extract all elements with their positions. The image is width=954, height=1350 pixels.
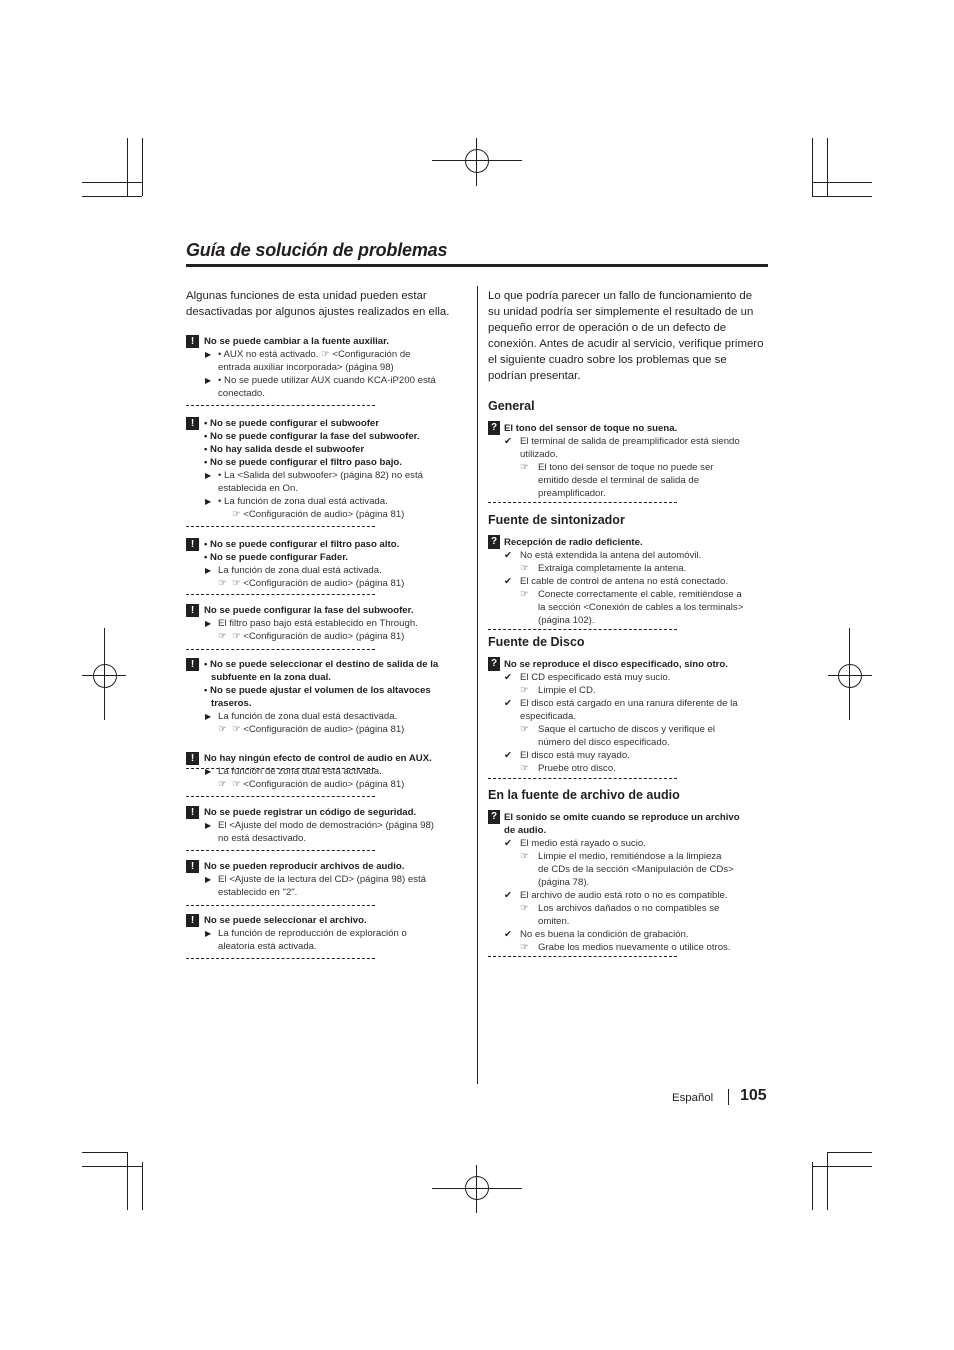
section-title: General	[488, 399, 535, 413]
problem-heading: No se puede cambiar a la fuente auxiliar.	[204, 336, 390, 347]
problem-line: aleatoria está activada.	[218, 941, 317, 952]
problem-heading: Recepción de radio deficiente.	[504, 537, 643, 548]
problem-line: Extraiga completamente la antena.	[538, 563, 687, 574]
section-title: Fuente de sintonizador	[488, 513, 625, 527]
dashed-separator	[186, 958, 375, 959]
problem-line: La función de zona dual está activada.	[218, 766, 382, 777]
page-title: Guía de solución de problemas	[186, 240, 448, 260]
intro-left: Algunas funciones de esta unidad pueden estar desactivadas por algunos ajustes realizados en ella.	[186, 290, 450, 318]
column-divider	[477, 286, 478, 1084]
title-rule	[186, 264, 768, 267]
arrow-right-icon: ▶	[205, 712, 212, 721]
check-icon: ✔	[504, 672, 513, 683]
problem-line: • No se puede utilizar AUX cuando KCA-iP200 está	[218, 375, 436, 386]
arrow-right-icon: ▶	[205, 767, 212, 776]
check-icon: ✔	[504, 436, 513, 447]
check-icon: ✔	[504, 929, 513, 940]
problem-line: El filtro paso bajo está establecido en Through.	[218, 618, 418, 629]
exclamation-icon: !	[186, 860, 199, 873]
problem-heading: No se pueden reproducir archivos de audio.	[204, 861, 405, 872]
reference-hand-icon: ☞	[520, 462, 529, 473]
problem-line: establecido en "2".	[218, 887, 298, 898]
problem-heading: El tono del sensor de toque no suena.	[504, 423, 678, 434]
problem-heading: El sonido se omite cuando se reproduce un archivo	[504, 812, 740, 823]
problem-line: No es buena la condición de grabación.	[520, 929, 689, 940]
problem-heading: No se puede configurar la fase del subwoofer.	[204, 605, 414, 616]
reference-hand-icon: ☞	[520, 942, 529, 953]
dashed-separator	[186, 405, 375, 406]
problem-line: ☞ <Configuración de audio> (página 81)	[232, 509, 405, 520]
problem-line: ☞ <Configuración de audio> (página 81)	[232, 724, 405, 735]
problem-line: Limpie el medio, remitiéndose a la limpieza	[538, 851, 722, 862]
section-title: Fuente de Disco	[488, 635, 585, 649]
exclamation-icon: !	[186, 914, 199, 927]
dashed-separator	[186, 905, 375, 906]
dashed-separator	[488, 502, 677, 503]
problem-line: El disco está cargado en una ranura diferente de la	[520, 698, 738, 709]
reference-hand-icon: ☞	[520, 763, 529, 774]
footer-divider	[728, 1089, 729, 1105]
dashed-separator	[186, 850, 375, 851]
problem-line: especificada.	[520, 711, 576, 722]
problem-line: La función de reproducción de exploración o	[218, 928, 407, 939]
problem-heading: subfuente en la zona dual.	[211, 672, 331, 683]
dashed-separator	[488, 629, 677, 630]
dashed-separator	[488, 778, 677, 779]
page-number: 105	[740, 1087, 767, 1104]
reference-hand-icon: ☞	[218, 578, 227, 589]
problem-heading: • No hay salida desde el subwoofer	[204, 444, 365, 455]
problem-line: establecida en On.	[218, 483, 299, 494]
problem-heading: de audio.	[504, 825, 547, 836]
arrow-right-icon: ▶	[205, 376, 212, 385]
problem-heading: No se puede seleccionar el archivo.	[204, 915, 367, 926]
problem-line: Saque el cartucho de discos y verifique el	[538, 724, 716, 735]
exclamation-icon: !	[186, 538, 199, 551]
footer-language: Español	[672, 1092, 714, 1104]
problem-line: (página 78).	[538, 877, 590, 888]
arrow-right-icon: ▶	[205, 929, 212, 938]
reference-hand-icon: ☞	[520, 589, 529, 600]
dashed-separator	[186, 526, 375, 527]
problem-line: omiten.	[538, 916, 570, 927]
exclamation-icon: !	[186, 752, 199, 765]
problem-line: Pruebe otro disco.	[538, 763, 616, 774]
dashed-separator	[488, 956, 677, 957]
problem-line: la sección <Conexión de cables a los terminals>	[538, 602, 744, 613]
exclamation-icon: !	[186, 335, 199, 348]
problem-heading: No se puede registrar un código de seguridad.	[204, 807, 417, 818]
reference-hand-icon: ☞	[520, 563, 529, 574]
problem-line: El disco está muy rayado.	[520, 750, 630, 761]
reference-hand-icon: ☞	[218, 724, 227, 735]
question-icon: ?	[488, 421, 500, 435]
problem-heading: • No se puede configurar la fase del subwoofer.	[204, 431, 420, 442]
reference-hand-icon: ☞	[520, 851, 529, 862]
check-icon: ✔	[504, 698, 513, 709]
problem-line: Los archivos dañados o no compatibles se	[538, 903, 720, 914]
problem-heading: No se reproduce el disco especificado, sino otro.	[504, 659, 728, 670]
problem-line: conectado.	[218, 388, 265, 399]
problem-line: La función de zona dual está desactivada.	[218, 711, 398, 722]
question-icon: ?	[488, 810, 500, 824]
exclamation-icon: !	[186, 604, 199, 617]
problem-line: ☞ <Configuración de audio> (página 81)	[232, 578, 405, 589]
problem-heading: traseros.	[211, 698, 252, 709]
arrow-right-icon: ▶	[205, 471, 212, 480]
problem-line: Conecte correctamente el cable, remitiéndose a	[538, 589, 742, 600]
check-icon: ✔	[504, 576, 513, 587]
problem-line: El CD especificado está muy sucio.	[520, 672, 671, 683]
problem-line: preamplificador.	[538, 488, 606, 499]
problem-heading: No hay ningún efecto de control de audio en AUX.	[204, 753, 432, 764]
problem-heading: • No se puede configurar el filtro paso bajo.	[204, 457, 402, 468]
question-icon: ?	[488, 657, 500, 671]
problem-line: El cable de control de antena no está conectado.	[520, 576, 729, 587]
dashed-separator	[186, 594, 375, 595]
problem-line: Limpie el CD.	[538, 685, 596, 696]
problem-line: El terminal de salida de preamplificador está siendo	[520, 436, 740, 447]
problem-line: ☞ <Configuración de audio> (página 81)	[232, 779, 405, 790]
question-icon: ?	[488, 535, 500, 549]
problem-line: emitido desde el terminal de salida de	[538, 475, 700, 486]
problem-line: (página 102).	[538, 615, 595, 626]
problem-line: • La función de zona dual está activada.	[218, 496, 388, 507]
reference-hand-icon: ☞	[218, 631, 227, 642]
problem-heading: • No se puede configurar el subwoofer	[204, 418, 380, 429]
arrow-right-icon: ▶	[205, 497, 212, 506]
section-title: En la fuente de archivo de audio	[488, 788, 680, 802]
arrow-right-icon: ▶	[205, 566, 212, 575]
problem-line: utilizado.	[520, 449, 558, 460]
problem-line: de CDs de la sección <Manipulación de CDs>	[538, 864, 734, 875]
reference-hand-icon: ☞	[520, 685, 529, 696]
problem-heading: • No se puede seleccionar el destino de salida de la	[204, 659, 439, 670]
problem-heading: • No se puede configurar Fader.	[204, 552, 349, 563]
reference-hand-icon: ☞	[520, 903, 529, 914]
arrow-right-icon: ▶	[205, 619, 212, 628]
problem-line: • La <Salida del subwoofer> (página 82) no está	[218, 470, 423, 481]
problem-line: El archivo de audio está roto o no es compatible.	[520, 890, 728, 901]
check-icon: ✔	[504, 890, 513, 901]
problem-line: Grabe los medios nuevamente o utilice otros.	[538, 942, 731, 953]
problem-line: No está extendida la antena del automóvil.	[520, 550, 702, 561]
problem-line: • AUX no está activado. ☞ <Configuración de	[218, 349, 411, 360]
exclamation-icon: !	[186, 417, 199, 430]
reference-hand-icon: ☞	[218, 779, 227, 790]
dashed-separator	[186, 796, 375, 797]
problem-line: entrada auxiliar incorporada> (página 98)	[218, 362, 394, 373]
intro-right: Lo que podría parecer un fallo de funcionamiento de su unidad podría ser simplemente el resultado de un pequeño error de operación o de un defecto de conexión. Antes de acudir al servicio, verifique primero el siguiente cuadro sobre los problemas que se podrían presentar.	[488, 290, 764, 382]
check-icon: ✔	[504, 750, 513, 761]
problem-line: El tono del sensor de toque no puede ser	[538, 462, 714, 473]
problem-heading: • No se puede configurar el filtro paso alto.	[204, 539, 400, 550]
reference-hand-icon: ☞	[520, 724, 529, 735]
problem-line: ☞ <Configuración de audio> (página 81)	[232, 631, 405, 642]
arrow-right-icon: ▶	[205, 875, 212, 884]
dashed-separator	[186, 649, 375, 650]
problem-line: El medio está rayado o sucio.	[520, 838, 646, 849]
problem-line: El <Ajuste de la lectura del CD> (página 98) está	[218, 874, 426, 885]
check-icon: ✔	[504, 550, 513, 561]
problem-line: número del disco especificado.	[538, 737, 670, 748]
problem-line: no está desactivado.	[218, 833, 307, 844]
check-icon: ✔	[504, 838, 513, 849]
problem-line: El <Ajuste del modo de demostración> (página 98)	[218, 820, 434, 831]
problem-line: La función de zona dual está activada.	[218, 565, 382, 576]
exclamation-icon: !	[186, 658, 199, 671]
exclamation-icon: !	[186, 806, 199, 819]
arrow-right-icon: ▶	[205, 821, 212, 830]
problem-heading: • No se puede ajustar el volumen de los altavoces	[204, 685, 431, 696]
arrow-right-icon: ▶	[205, 350, 212, 359]
